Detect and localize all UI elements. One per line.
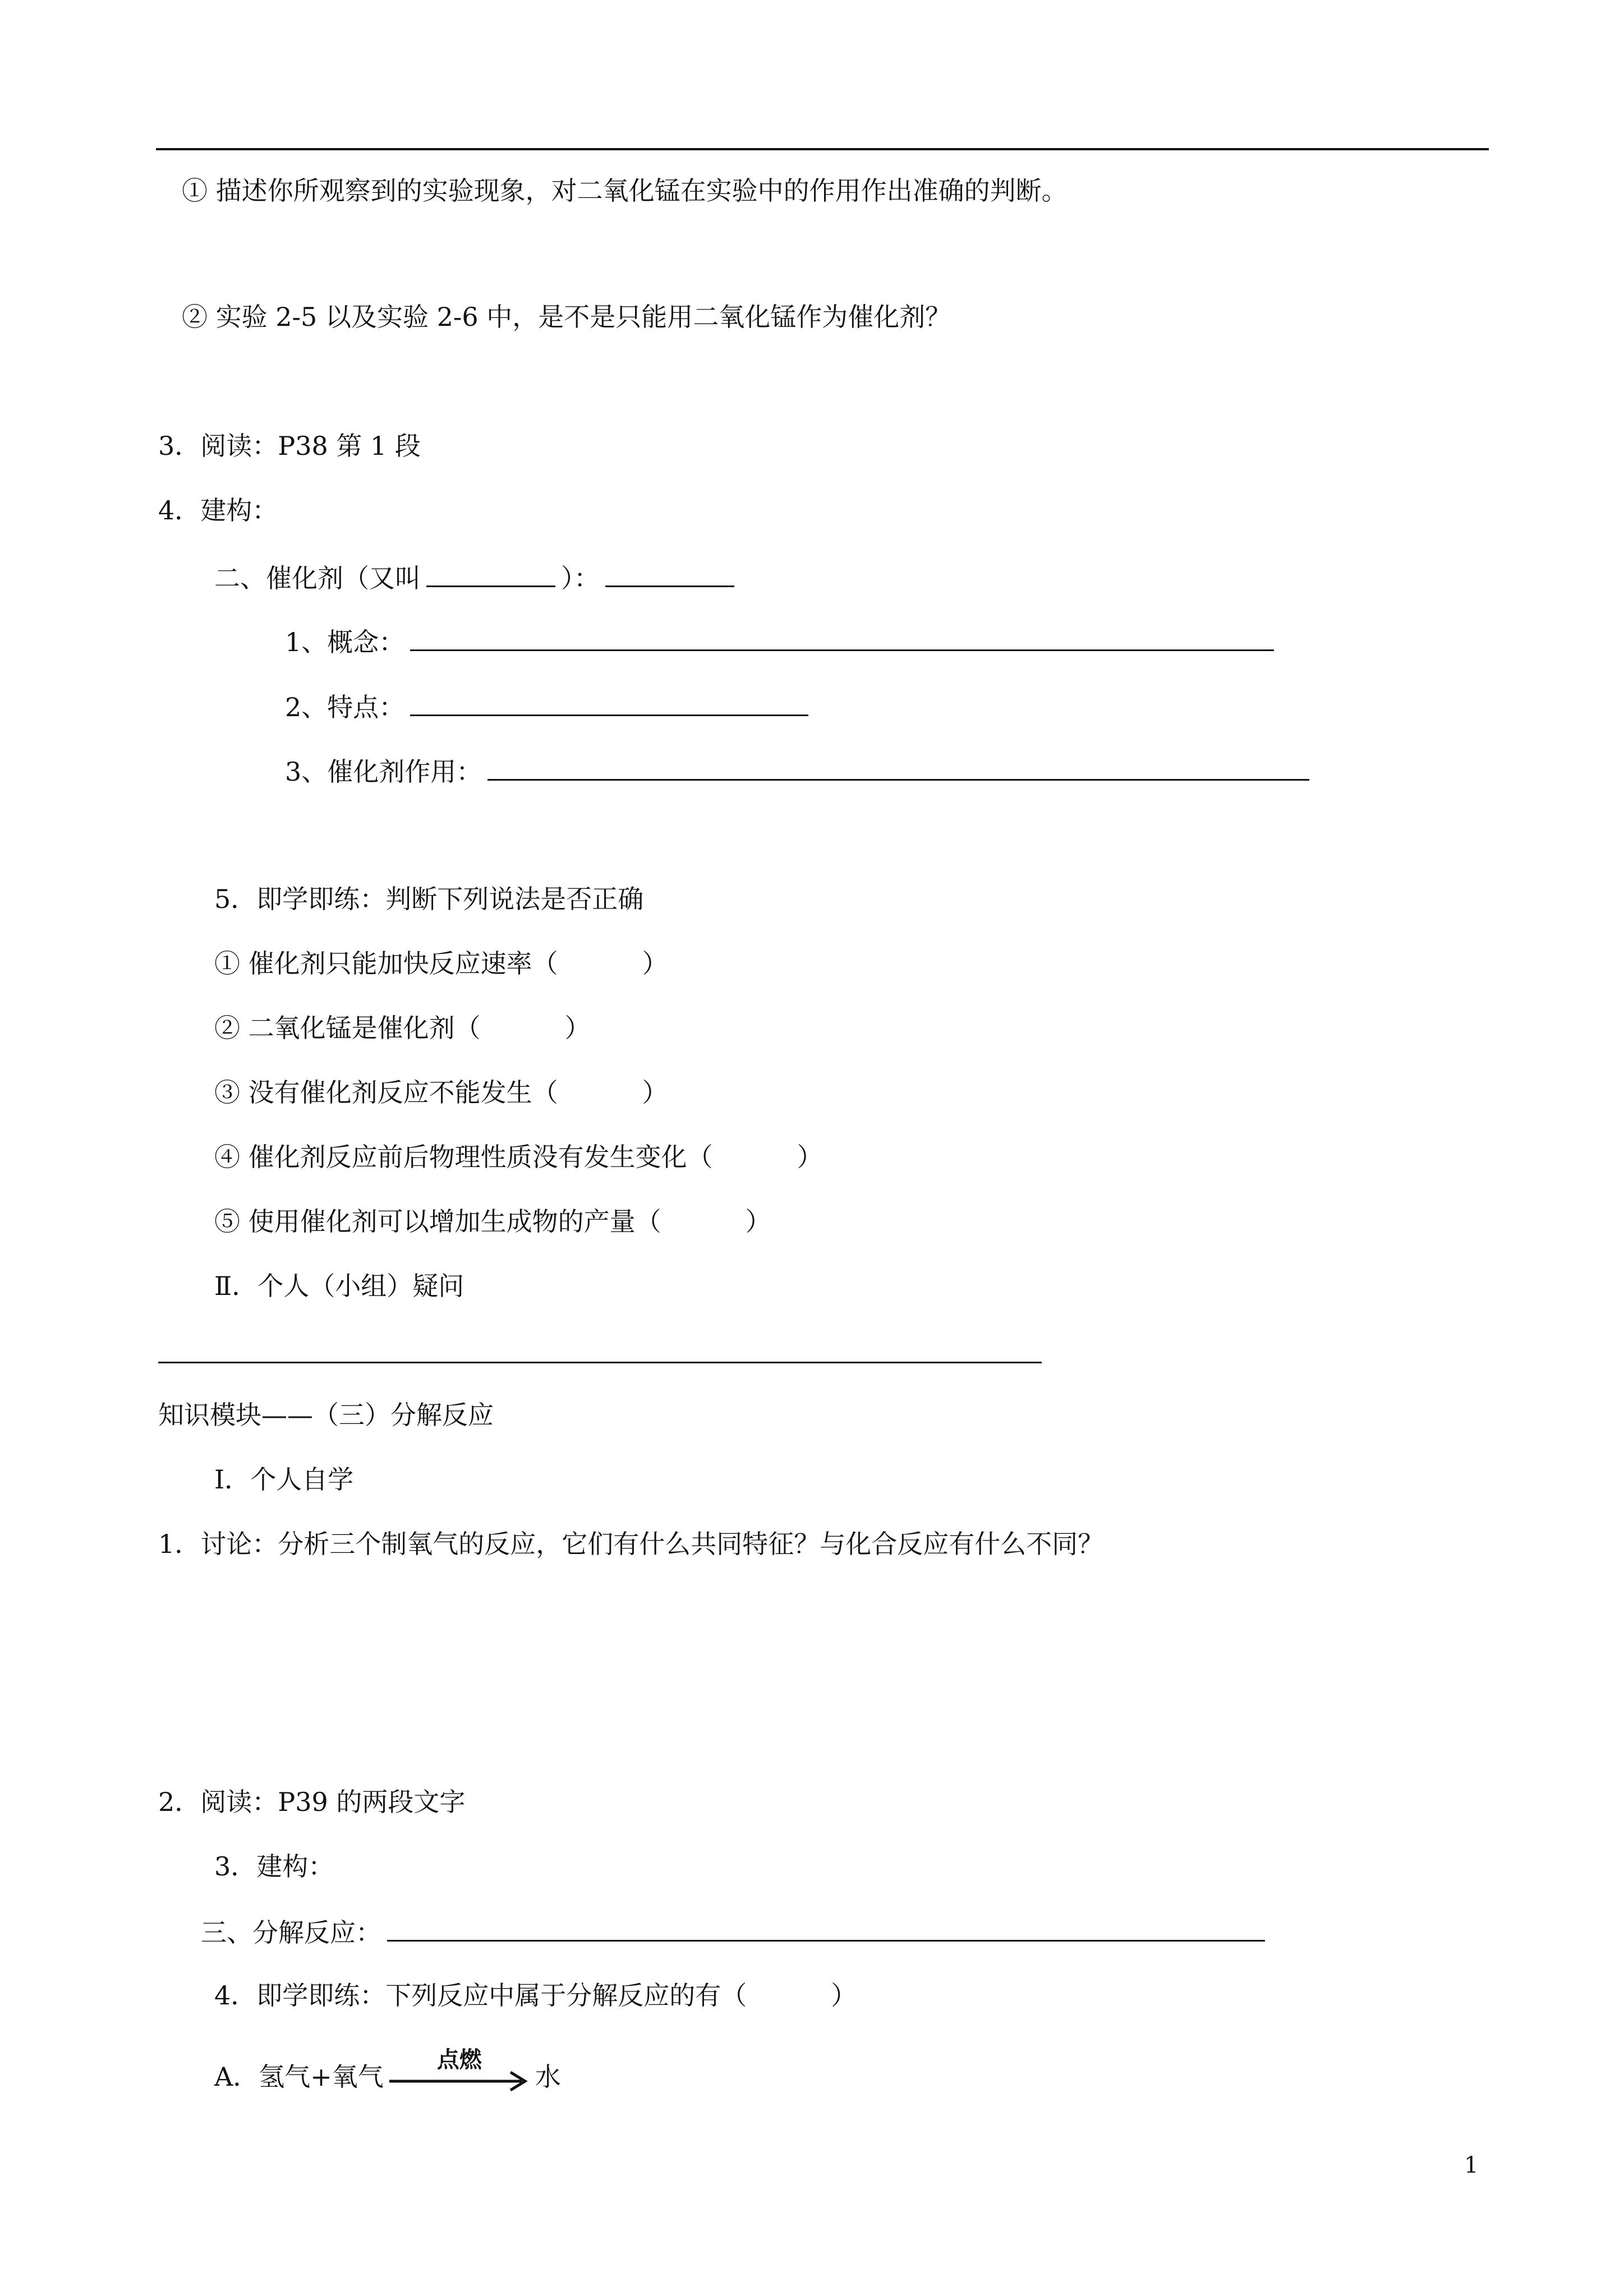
reaction-condition: 点燃 — [436, 2047, 482, 2073]
reaction-a-reactants: A．氢气+氧气 — [214, 2062, 384, 2092]
catalyst-heading-label: 二、催化剂（又叫 — [214, 563, 421, 593]
catalyst-concept-label: 1、概念： — [285, 627, 405, 657]
construct-3: 3．建构： — [214, 1851, 334, 1882]
feature-blank[interactable] — [410, 689, 808, 716]
read-p38: 3．阅读：P38 第 1 段 — [158, 431, 421, 461]
decomposition-blank[interactable] — [387, 1914, 1265, 1942]
close-paren: ） — [642, 948, 668, 979]
question-only-mno2: ② 实验 2-5 以及实验 2-6 中，是不是只能用二氧化锰作为催化剂？ — [182, 302, 951, 332]
practice5-item — [214, 947, 668, 980]
self-study: Ⅰ．个人自学 — [214, 1464, 354, 1495]
practice5-item — [214, 1140, 823, 1174]
practice4-text: 4．即学即练：下列反应中属于分解反应的有（ — [214, 1980, 747, 2011]
decomposition-definition — [201, 1914, 1271, 1949]
personal-question: Ⅱ．个人（小组）疑问 — [214, 1271, 464, 1301]
catalyst-heading-colon: ）： — [561, 563, 600, 593]
reaction-a — [214, 2047, 561, 2096]
decomposition-label: 三、分解反应： — [201, 1917, 381, 1948]
close-paren: ） — [831, 1980, 857, 2011]
catalyst-feature — [285, 689, 814, 724]
practice5-item-text: ① 催化剂只能加快反应速率（ — [214, 948, 558, 979]
reaction-arrow — [389, 2047, 530, 2096]
catalyst-role-label: 3、催化剂作用： — [285, 757, 482, 787]
catalyst-blank[interactable] — [605, 560, 734, 587]
close-paren: ） — [745, 1206, 771, 1237]
catalyst-concept — [285, 624, 1280, 659]
practice5-title: 5．即学即练：判断下列说法是否正确 — [214, 884, 644, 914]
arrow-right-icon — [389, 2062, 530, 2096]
question-observe: ① 描述你所观察到的实验现象，对二氧化锰在实验中的作用作出准确的判断。 — [182, 176, 1068, 206]
practice5-item — [214, 1011, 591, 1045]
practice5-item — [214, 1205, 771, 1238]
catalyst-feature-label: 2、特点： — [285, 692, 405, 722]
close-paren: ） — [797, 1142, 823, 1172]
alias-blank[interactable] — [426, 560, 555, 587]
reaction-a-product: 水 — [535, 2062, 561, 2092]
page-number: 1 — [1464, 2152, 1479, 2178]
top-rule — [156, 148, 1489, 150]
catalyst-role — [285, 753, 1315, 789]
module3-title: 知识模块——（三）分解反应 — [158, 1400, 494, 1430]
practice4 — [214, 1979, 857, 2012]
practice5-item-text: ③ 没有催化剂反应不能发生（ — [214, 1077, 558, 1108]
close-paren: ） — [564, 1013, 591, 1043]
close-paren: ） — [642, 1077, 668, 1108]
practice5-item — [214, 1076, 668, 1109]
role-blank[interactable] — [487, 753, 1309, 781]
construct-4: 4．建构： — [158, 495, 278, 525]
read-p39: 2．阅读：P39 的两段文字 — [158, 1787, 466, 1817]
practice5-item-text: ⑤ 使用催化剂可以增加生成物的产量（ — [214, 1206, 661, 1237]
discuss-question: 1．讨论：分析三个制氧气的反应，它们有什么共同特征？与化合反应有什么不同？ — [158, 1529, 1104, 1559]
practice5-item-text: ④ 催化剂反应前后物理性质没有发生变化（ — [214, 1142, 713, 1172]
practice5-item-text: ② 二氧化锰是催化剂（ — [214, 1013, 481, 1043]
question-answer-line[interactable] — [158, 1362, 1042, 1363]
concept-blank[interactable] — [410, 624, 1274, 651]
catalyst-heading — [214, 560, 740, 595]
